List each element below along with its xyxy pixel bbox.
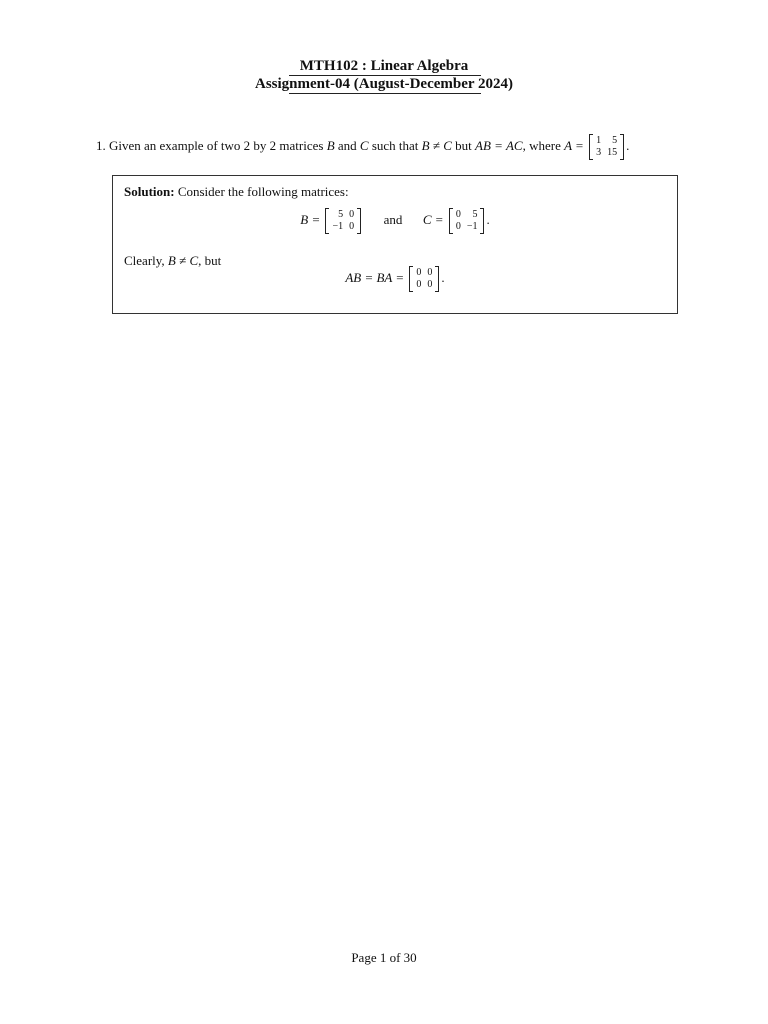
lhs-ab-ba: AB = BA = bbox=[345, 269, 405, 285]
question-text: Given an example of two 2 by 2 matrices bbox=[109, 137, 327, 153]
condition-eq: AB = AC bbox=[475, 137, 523, 153]
question-1 bbox=[96, 134, 629, 160]
text-where: , where bbox=[522, 137, 565, 153]
solution-intro-text: Consider the following matrices: bbox=[177, 184, 349, 199]
question-end: . bbox=[626, 137, 630, 153]
matrix-zero-cell: 0 bbox=[427, 279, 433, 290]
solution-label: Solution: bbox=[124, 184, 175, 199]
matrix-b-cell: 0 bbox=[349, 221, 355, 232]
text-such: such that bbox=[368, 137, 422, 153]
course-title: MTH102 : Linear Algebra bbox=[299, 58, 469, 74]
matrix-c-cell: 0 bbox=[455, 209, 461, 220]
matrix-c bbox=[449, 208, 485, 234]
matrix-b-cell: −1 bbox=[332, 221, 344, 232]
matrix-zero-cell: 0 bbox=[427, 267, 433, 278]
matrix-zero-cell: 0 bbox=[416, 279, 422, 290]
matrix-a-cell: 15 bbox=[607, 147, 618, 158]
matrix-a-cell: 1 bbox=[596, 135, 602, 146]
page-number: Page 1 of 30 bbox=[351, 950, 417, 965]
clearly-condition: B ≠ C bbox=[167, 253, 199, 268]
question-number: 1. bbox=[96, 137, 106, 153]
condition-neq: B ≠ C bbox=[421, 137, 452, 153]
solution-box bbox=[112, 175, 678, 314]
lhs-a: A = bbox=[564, 137, 584, 153]
matrix-zero bbox=[409, 266, 439, 292]
matrix-a-cell: 5 bbox=[612, 135, 618, 146]
solution-intro bbox=[124, 184, 349, 200]
matrix-b bbox=[325, 208, 361, 234]
text-and: and bbox=[334, 137, 360, 153]
equation-end: . bbox=[441, 269, 445, 285]
matrix-c-cell: 0 bbox=[455, 221, 461, 232]
equation-ab-ba bbox=[113, 266, 677, 292]
matrix-zero-cell: 0 bbox=[416, 267, 422, 278]
matrix-a bbox=[589, 134, 624, 160]
assignment-title: Assignment-04 (August-December 2024) bbox=[254, 76, 514, 92]
text-but: but bbox=[451, 137, 476, 153]
var-b: B bbox=[326, 137, 335, 153]
matrix-b-cell: 0 bbox=[349, 209, 355, 220]
matrix-b-cell: 5 bbox=[338, 209, 344, 220]
title-underline-2 bbox=[289, 93, 481, 94]
and-word: and bbox=[383, 211, 403, 227]
matrix-c-cell: 5 bbox=[472, 209, 478, 220]
matrix-c-cell: −1 bbox=[466, 221, 478, 232]
var-c: C bbox=[359, 137, 369, 153]
clearly-text: Clearly, bbox=[124, 253, 168, 268]
equation-b-c bbox=[113, 208, 677, 234]
equation-end: . bbox=[486, 211, 490, 227]
clearly-but: , but bbox=[198, 253, 222, 268]
matrix-a-cell: 3 bbox=[596, 147, 602, 158]
lhs-c: C = bbox=[422, 211, 444, 227]
lhs-b: B = bbox=[300, 211, 321, 227]
